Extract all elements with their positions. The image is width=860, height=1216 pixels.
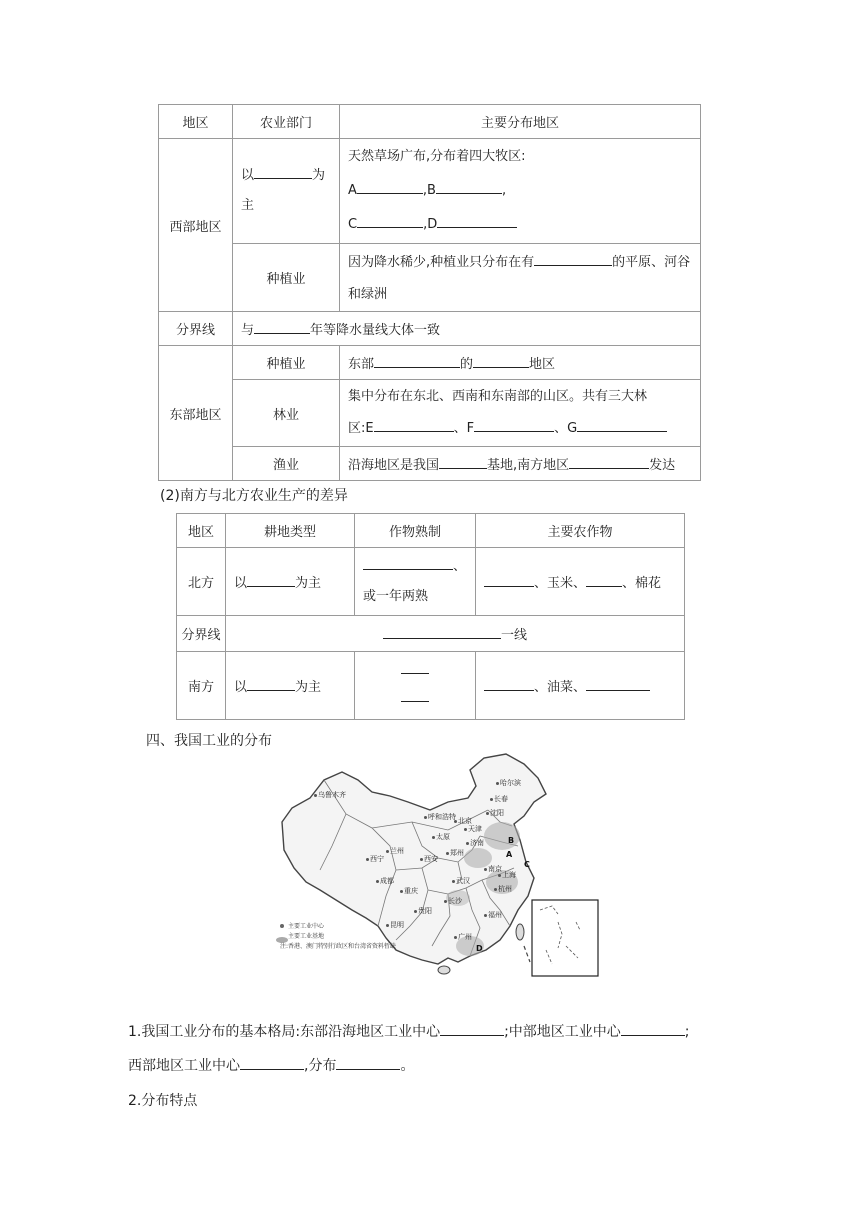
text-prefix: 以 xyxy=(241,168,255,183)
city-dot-icon xyxy=(494,888,497,891)
text-line2: 主 xyxy=(241,198,255,213)
city-label: 南京 xyxy=(488,865,502,873)
section4-title: 四、我国工业的分布 xyxy=(146,733,272,749)
header-main-crops: 主要农作物 xyxy=(476,514,685,548)
city-dot-icon xyxy=(466,842,469,845)
city-dot-icon xyxy=(420,858,423,861)
boundary-label: 分界线 xyxy=(159,312,233,346)
text: 地区 xyxy=(529,357,556,372)
header-region: 地区 xyxy=(177,514,226,548)
city-label: 济南 xyxy=(470,839,484,847)
city-dot-icon xyxy=(314,794,317,797)
blank-north-land[interactable] xyxy=(247,574,295,587)
city-dot-icon xyxy=(498,874,501,877)
boundary2-cell xyxy=(226,616,685,652)
blank-b[interactable] xyxy=(436,181,502,194)
city-dot-icon xyxy=(446,852,449,855)
label-g: 、G xyxy=(554,421,578,436)
city-label: 贵阳 xyxy=(418,907,432,915)
blank-d[interactable] xyxy=(437,215,517,228)
pastoral-ab xyxy=(348,174,699,208)
legend-base-label: 主要工业基地 xyxy=(288,933,325,940)
text: 集中分布在东北、西南和东南部的山区。共有三大林 xyxy=(348,389,648,404)
comma: , xyxy=(423,217,428,232)
blank-central-centers[interactable] xyxy=(621,1023,685,1036)
city-dot-icon xyxy=(496,782,499,785)
north-region: 北方 xyxy=(177,548,226,616)
city-label: 长沙 xyxy=(448,897,462,905)
city-dot-icon xyxy=(486,812,489,815)
east-dist-planting xyxy=(340,346,701,380)
east-dept-planting: 种植业 xyxy=(233,346,340,380)
text: 为主 xyxy=(295,680,322,695)
text: 、油菜、 xyxy=(534,680,587,695)
city-dot-icon xyxy=(376,880,379,883)
blank-south-crop2[interactable] xyxy=(586,678,650,691)
city-dot-icon xyxy=(400,890,403,893)
text: 或一年两熟 xyxy=(363,588,429,604)
region-letter-label: A xyxy=(506,850,513,859)
blank-west-centers[interactable] xyxy=(240,1057,304,1070)
blank-south-crop1[interactable] xyxy=(484,678,534,691)
boundary-dash xyxy=(524,946,530,962)
blank-north-crop1[interactable] xyxy=(484,574,534,587)
text: ;中部地区工业中心 xyxy=(504,1024,621,1040)
city-label: 天津 xyxy=(468,825,482,833)
blank-e[interactable] xyxy=(374,419,454,432)
text-suffix: 为 xyxy=(312,168,326,183)
east-dept-forestry: 林业 xyxy=(233,380,340,447)
blank-north-system[interactable] xyxy=(363,557,453,570)
agriculture-east-west-table xyxy=(158,104,701,481)
city-label: 西宁 xyxy=(370,855,384,863)
text: 的平原、河谷 xyxy=(612,254,691,270)
west-dist-pastoral xyxy=(340,139,701,244)
north-crop-system xyxy=(355,548,476,616)
east-dist-forestry xyxy=(340,380,701,447)
text: ,分布 xyxy=(304,1058,337,1074)
south-crops xyxy=(476,652,685,720)
label-f: 、F xyxy=(453,421,475,436)
label-b: B xyxy=(427,183,436,198)
text: 沿海地区是我国 xyxy=(348,458,440,473)
south-china-sea-inset xyxy=(532,900,598,976)
blank-plain[interactable] xyxy=(374,355,460,368)
blank-south-land[interactable] xyxy=(247,678,295,691)
legend-note: 注:香港、澳门特别行政区和台湾省资料暂缺 xyxy=(280,943,397,950)
boundary-cell xyxy=(233,312,701,346)
city-label: 乌鲁木齐 xyxy=(318,791,346,799)
text: 基地,南方地区 xyxy=(487,458,570,473)
blank-fishery-base[interactable] xyxy=(439,456,487,469)
blank-freshwater[interactable] xyxy=(569,456,649,469)
blank-precip[interactable] xyxy=(254,321,310,334)
blank-g[interactable] xyxy=(577,419,667,432)
blank-c[interactable] xyxy=(357,215,423,228)
text: 发达 xyxy=(649,458,676,473)
city-label: 福州 xyxy=(488,911,502,919)
header-distribution: 主要分布地区 xyxy=(340,105,701,139)
city-dot-icon xyxy=(490,798,493,801)
comma: , xyxy=(501,183,507,198)
city-dot-icon xyxy=(424,816,427,819)
east-dept-fishery: 渔业 xyxy=(233,447,340,481)
city-dot-icon xyxy=(484,914,487,917)
legend-dot-icon xyxy=(280,924,284,928)
east-dist-fishery xyxy=(340,447,701,481)
city-label: 西安 xyxy=(424,855,438,863)
city-dot-icon xyxy=(366,858,369,861)
label-a: A xyxy=(348,183,357,198)
text: 。 xyxy=(400,1058,415,1074)
text: 因为降水稀少,种植业只分布在有 xyxy=(348,254,535,270)
text: 以 xyxy=(234,680,248,695)
blank-livestock[interactable] xyxy=(254,166,312,179)
question-2-title: 2.分布特点 xyxy=(128,1093,198,1109)
city-dot-icon xyxy=(452,880,455,883)
blank-north-crop2[interactable] xyxy=(586,574,622,587)
comma: , xyxy=(422,183,428,198)
region-letter-label: B xyxy=(508,836,515,845)
header-department: 农业部门 xyxy=(233,105,340,139)
city-label: 兰州 xyxy=(390,847,404,855)
city-label: 长春 xyxy=(494,795,508,803)
text: 与 xyxy=(241,323,255,338)
south-crop-system xyxy=(355,652,476,720)
east-region-cell: 东部地区 xyxy=(159,346,233,481)
city-label: 上海 xyxy=(502,871,516,879)
north-south-table xyxy=(176,513,685,720)
blank-south-system1[interactable] xyxy=(401,661,429,674)
text: 年等降水量线大体一致 xyxy=(310,323,441,338)
text: 1.我国工业分布的基本格局:东部沿海地区工业中心 xyxy=(128,1024,441,1040)
text: 、 xyxy=(453,558,467,574)
city-label: 武汉 xyxy=(456,877,470,885)
city-label: 广州 xyxy=(458,933,472,941)
blank-f[interactable] xyxy=(474,419,554,432)
north-land xyxy=(226,548,355,616)
south-land xyxy=(226,652,355,720)
section2-title: (2)南方与北方农业生产的差异 xyxy=(160,488,348,504)
city-label: 哈尔滨 xyxy=(500,779,521,787)
label-d: D xyxy=(427,217,438,232)
city-dot-icon xyxy=(414,910,417,913)
city-label: 郑州 xyxy=(450,849,464,857)
taiwan-island xyxy=(516,924,524,940)
blank-area[interactable] xyxy=(473,355,529,368)
question-1-line1 xyxy=(128,1022,690,1042)
text: ; xyxy=(684,1024,690,1040)
city-label: 沈阳 xyxy=(490,809,504,817)
header-land-type: 耕地类型 xyxy=(226,514,355,548)
text: 一线 xyxy=(500,628,527,643)
west-dist-planting xyxy=(340,244,701,312)
blank-a[interactable] xyxy=(357,181,423,194)
label-c: C xyxy=(348,217,358,232)
pastoral-intro: 天然草场广布,分布着四大牧区: xyxy=(348,149,526,164)
blank-boundary-line[interactable] xyxy=(383,626,501,639)
hainan-island xyxy=(438,966,450,974)
city-label: 成都 xyxy=(380,877,394,885)
text: 以 xyxy=(234,576,248,591)
text: 的 xyxy=(460,357,474,372)
north-crops xyxy=(476,548,685,616)
city-label: 北京 xyxy=(458,817,472,825)
industrial-base xyxy=(484,822,520,850)
header-crop-system: 作物熟制 xyxy=(355,514,476,548)
legend-center-label: 主要工业中心 xyxy=(288,923,325,930)
city-label: 杭州 xyxy=(498,885,512,893)
city-label: 昆明 xyxy=(390,921,404,929)
question-1-line2 xyxy=(128,1056,414,1076)
city-dot-icon xyxy=(444,900,447,903)
west-dept-planting: 种植业 xyxy=(233,244,340,312)
china-industry-map xyxy=(262,750,602,978)
header-region: 地区 xyxy=(159,105,233,139)
west-dept-livestock xyxy=(233,139,340,244)
text: 为主 xyxy=(295,576,322,591)
city-dot-icon xyxy=(484,868,487,871)
label-e: 区:E xyxy=(348,421,374,436)
map-legend xyxy=(280,922,398,952)
blank-distribution[interactable] xyxy=(336,1057,400,1070)
city-label: 太原 xyxy=(436,833,450,841)
city-label: 重庆 xyxy=(404,887,418,895)
blank-irrigation[interactable] xyxy=(534,253,612,266)
text: 东部 xyxy=(348,357,375,372)
city-dot-icon xyxy=(464,828,467,831)
blank-south-system2[interactable] xyxy=(401,689,429,702)
pastoral-cd xyxy=(348,208,699,242)
text: 、玉米、 xyxy=(534,576,587,591)
west-region-cell: 西部地区 xyxy=(159,139,233,312)
text: 西部地区工业中心 xyxy=(128,1058,240,1074)
south-region: 南方 xyxy=(177,652,226,720)
text: 和绿洲 xyxy=(348,286,388,302)
city-dot-icon xyxy=(432,836,435,839)
city-dot-icon xyxy=(386,850,389,853)
city-dot-icon xyxy=(454,936,457,939)
region-letter-label: D xyxy=(476,944,483,953)
region-letter-label: C xyxy=(524,860,530,869)
city-label: 呼和浩特 xyxy=(428,813,456,821)
text: 、棉花 xyxy=(622,576,662,591)
blank-east-centers[interactable] xyxy=(440,1023,504,1036)
boundary2-label: 分界线 xyxy=(177,616,226,652)
